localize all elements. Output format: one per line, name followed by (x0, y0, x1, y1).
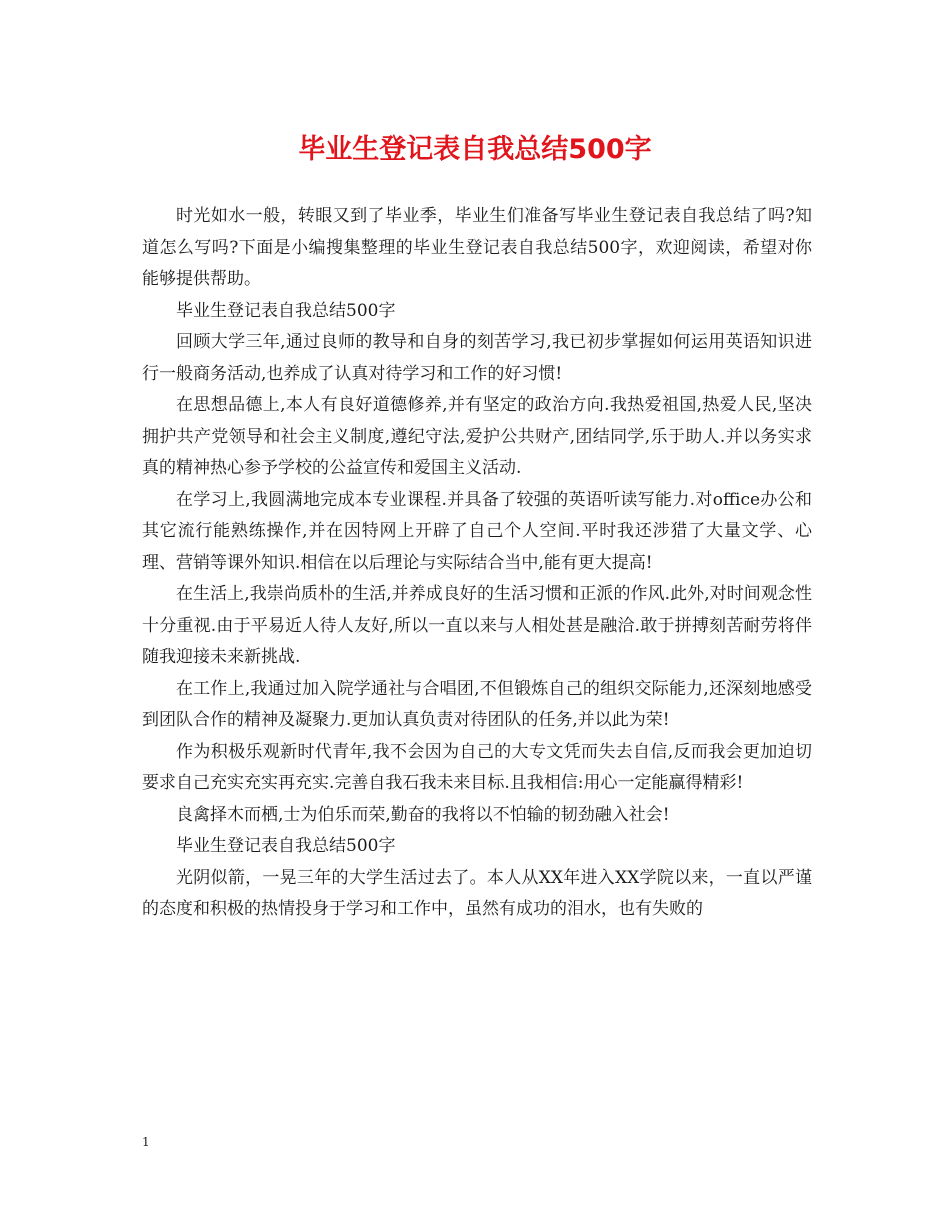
paragraph-study: 在学习上,我圆满地完成本专业课程.并具备了较强的英语听读写能力.对office办公和其它流行能熟练操作,并在因特网上开辟了自己个人空间.平时我还涉猎了大量文学、心理、营销等课外知识.相信在以后理论与实际结合当中,能有更大提高! (142, 489, 812, 573)
section-heading: 毕业生登记表自我总结500字 (176, 300, 396, 321)
document-title: 毕业生登记表自我总结500字 (298, 134, 652, 165)
paragraph-review: 回顾大学三年,通过良师的教导和自身的刻苦学习,我已初步掌握如何运用英语知识进行一般商务活动,也养成了认真对待学习和工作的好习惯! (142, 332, 812, 384)
section-heading-2: 毕业生登记表自我总结500字 (176, 836, 396, 856)
paragraph-life: 在生活上,我崇尚质朴的生活,并养成良好的生活习惯和正派的作风.此外,对时间观念性十分重视.由于平易近人待人友好,所以一直以来与人相处甚是融洽.敢于拼搏刻苦耐劳将伴随我迎接未来新挑战. (142, 584, 812, 667)
paragraph-time: 光阴似箭，一晃三年的大学生活过去了。本人从XX年进入XX学院以来，一直以严谨的态度和积极的热情投身于学习和工作中，虽然有成功的泪水，也有失败的 (142, 867, 812, 919)
paragraph-closing: 良禽择木而栖,士为伯乐而荣,勤奋的我将以不怕输的韧劲融入社会! (176, 804, 670, 825)
paragraph-intro: 时光如水一般，转眼又到了毕业季，毕业生们准备写毕业生登记表自我总结了吗?知道怎么写吗?下面是小编搜集整理的毕业生登记表自我总结500字，欢迎阅读，希望对你能够提供帮助。 (142, 206, 812, 289)
paragraph-youth: 作为积极乐观新时代青年,我不会因为自己的大专文凭而失去自信,反而我会更加迫切要求自己充实充实再充实.完善自我石我未来目标.且我相信:用心一定能赢得精彩! (142, 741, 812, 793)
page-number: 1 (142, 1135, 150, 1149)
document-body (142, 201, 812, 926)
paragraph-ethics: 在思想品德上,本人有良好道德修养,并有坚定的政治方向.我热爱祖国,热爱人民,坚决拥护共产党领导和社会主义制度,遵纪守法,爱护公共财产,团结同学,乐于助人.并以务实求真的精神热心参予学校的公益宣传和爱国主义活动. (142, 395, 812, 478)
paragraph-work: 在工作上,我通过加入院学通社与合唱团,不但锻炼自己的组织交际能力,还深刻地感受到团队合作的精神及凝聚力.更加认真负责对待团队的任务,并以此为荣! (142, 678, 812, 730)
